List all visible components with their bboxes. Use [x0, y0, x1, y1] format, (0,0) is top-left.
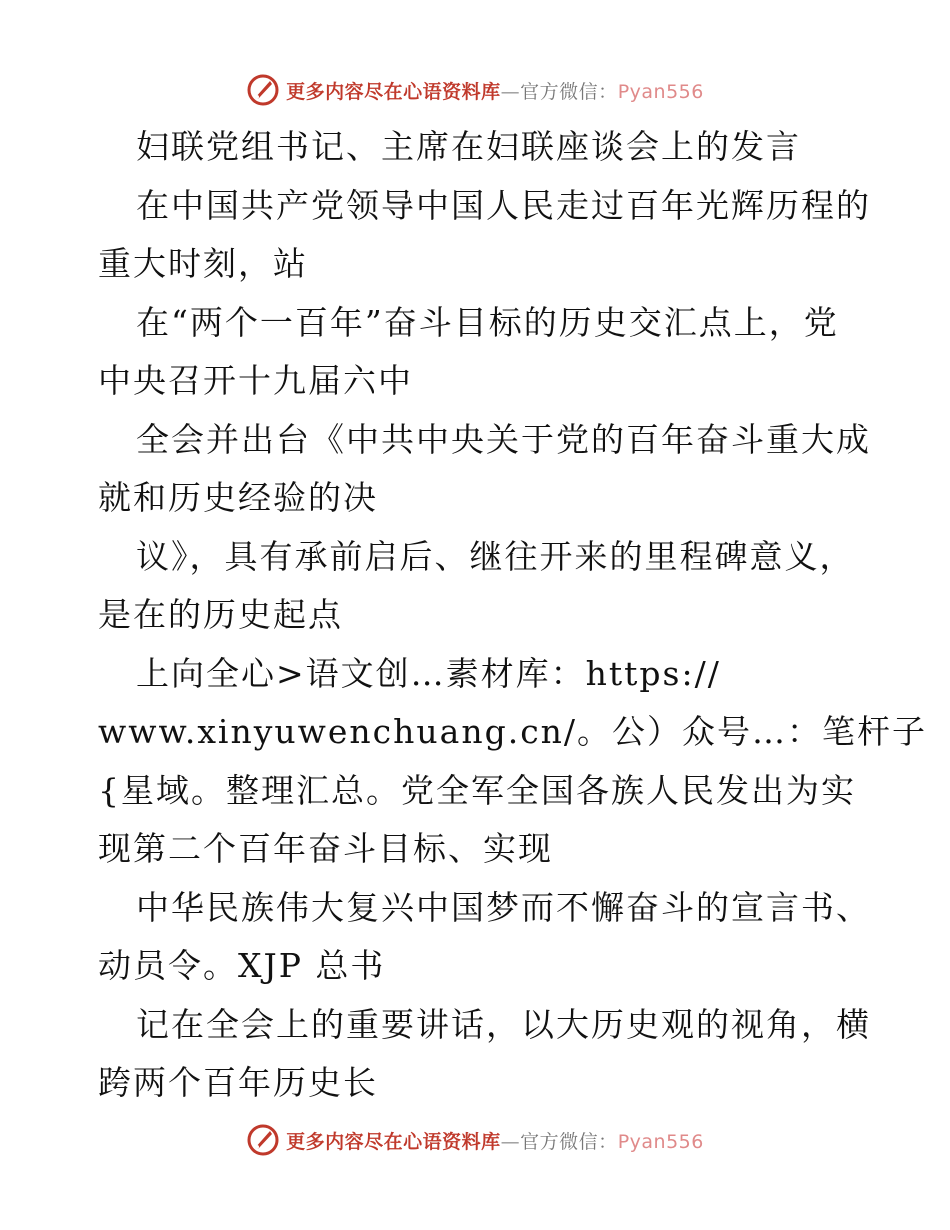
paragraph-line: www.xinyuwenchuang.cn/。公）众号…：笔杆子	[98, 712, 928, 751]
paragraph-line: 重大时刻，站	[98, 244, 308, 283]
banner-sub-text: 官方微信：	[520, 1130, 618, 1153]
quill-logo-icon	[246, 1123, 280, 1157]
document-title: 妇联党组书记、主席在妇联座谈会上的发言	[136, 127, 801, 166]
banner-dash: —	[500, 80, 521, 103]
banner-main-text: 更多内容尽在心语资料库	[286, 1130, 501, 1153]
quill-logo-icon	[246, 73, 280, 107]
banner-wechat-id: Pyan556	[617, 1130, 704, 1153]
banner-sub-text: 官方微信：	[520, 80, 618, 103]
paragraph-line: 记在全会上的重要讲话，以大历史观的视角，横	[136, 1004, 871, 1044]
paragraph-line: 中华民族伟大复兴中国梦而不懈奋斗的宣言书、	[136, 887, 871, 927]
paragraph-line: 全会并出台《中共中央关于党的百年奋斗重大成	[136, 419, 871, 459]
paragraph-line: 在中国共产党领导中国人民走过百年光辉历程的	[136, 185, 871, 225]
paragraph-line: 中央召开十九届六中	[98, 361, 413, 400]
paragraph-line: 现第二个百年奋斗目标、实现	[98, 829, 553, 868]
paragraph-line: 上向全心>语文创…素材库：https://	[136, 653, 721, 693]
banner-text	[286, 1127, 704, 1154]
paragraph-line: 在“两个一百年”奋斗目标的历史交汇点上，党	[136, 302, 839, 342]
document-body	[98, 118, 928, 1113]
paragraph-line: 议》，具有承前启后、继往开来的里程碑意义，	[136, 536, 855, 576]
footer-banner	[0, 1120, 950, 1160]
header-banner	[0, 70, 950, 110]
paragraph-line: 就和历史经验的决	[98, 478, 378, 517]
banner-dash: —	[500, 1130, 521, 1153]
paragraph-line: 动员令。XJP 总书	[98, 946, 386, 985]
banner-main-text: 更多内容尽在心语资料库	[286, 80, 501, 103]
banner-text	[286, 77, 704, 104]
paragraph-line: {星域。整理汇总。党全军全国各族人民发出为实	[98, 770, 856, 810]
paragraph-line: 跨两个百年历史长	[98, 1063, 378, 1102]
banner-wechat-id: Pyan556	[617, 80, 704, 103]
paragraph-line: 是在的历史起点	[98, 595, 343, 634]
